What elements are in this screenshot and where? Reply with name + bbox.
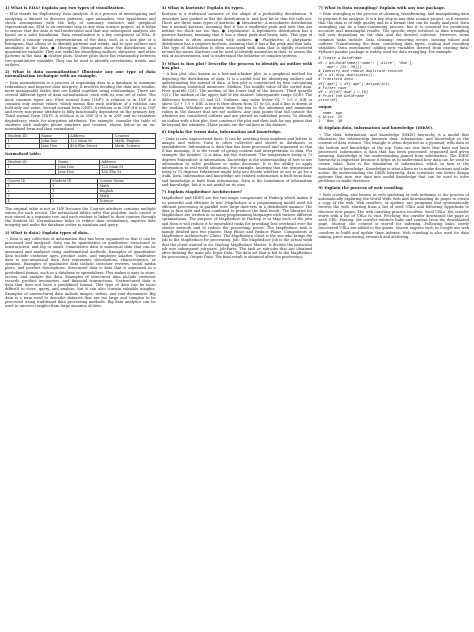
question-4-answer: Kurtosis is a statistical measure of the shape of a probability distribution. It describes how peaked or flat the distribution is, and how fat or thin the tails are. There are three main types of kurtosis: ● Mesokurtic: A mesokurtic distribution has a normal kurtosis, meaning that it has a moderate peak and tails that are neither too thick nor too thin. ● Leptokurtic: A leptokurtic distribution has a positive kurtosis, meaning that it has a sharp peak and heavy tails. This type of distribution is often associated with outliers. ● Platykurtic: A platykurtic distribution has a negative kurtosis, meaning that it has a flat peak and thin tails. This type of distribution is often associated with data that is tightly clustered around the mean. Kurtosis can be used to identify anomalies in data, to assess the risk of an investment, and to understand the behavior of complex systems. <box>161 12 313 59</box>
table-cell: 3 <box>6 193 51 198</box>
question-10-heading: 9) Explain the process of web crawling. <box>318 185 404 191</box>
output-label: output <box>318 104 332 109</box>
table-cell: Math, English <box>113 139 155 144</box>
table-cell: 123 Main St <box>99 164 155 169</box>
column-middle <box>162 3 313 629</box>
table-cell: 456 Elm Street <box>68 144 113 149</box>
column-right <box>318 3 469 629</box>
table-cell: 2 <box>50 193 98 198</box>
question-10-answer: → Web crawling, also known as web spidering or web indexing, is the process of automatically exploring the World Wide Web and downloading its pages to create a copy of the web. Web crawlers, or spiders, are programs that systematically browse the web, starting from a list of seed URLs and following hyperlinks to discover new pages. The web crawling process involves: Seed URLs: the crawler starts with a list of URLs to visit. Fetching: the crawler downloads the page at each URL. Parsing: the crawler extracts links and content from the downloaded page. Storing: the content is stored for indexing. Following links: newly discovered URLs are added to the queue. Search engines such as Google use web crawlers to build and update their indexes. Web crawling is also used for data mining, price monitoring, research and archiving. <box>318 192 470 239</box>
question-9-answer: → The data, information, and knowledge (DIKW) hierarchy is a model that illustrates the relationship between data, information, and knowledge in the context of data science. The triangle is often depicted as a pyramid, with data at the bottom and knowledge at the top. Data are raw facts that have not been processed. Information is data that has been processed, organized and given meaning. Knowledge is the understanding gained from information. The DIKW hierarchy is important because it helps us to understand how data can be used to create value. Data is the foundation of information, which in turn is the foundation of knowledge. Knowledge is what allows us to make decisions and take action. By understanding the DIKW hierarchy, data scientists can better design systems that turn raw data into useful knowledge that can be used to solve problems or make decisions. <box>318 132 470 184</box>
table-row <box>6 144 156 149</box>
table-cell: Math, Science <box>113 144 155 149</box>
unnormalized-table <box>5 133 156 149</box>
table-cell: 2 <box>6 188 51 193</box>
table-header-cell: Name <box>56 159 100 164</box>
code-snippet: # Create a DataFrame df = pd.DataFrame({'name': ['Alice', 'Bob'], 'age': [25, 30]}) # Identify and remove duplicate records df = df.drop_duplicates() # Transform data df['age'] = df['age'].astype(int) # Filter rows df = df[df['age'] > 18] # Print the DataFrame print(df) <box>318 56 414 103</box>
question-3-answer: → Data is any collection of information that has been organized so that it can be processed and analyzed. Data can be quantitative or qualitative, structured or unstructured, and big or small. Quantitative data is numerical data that can be measured and analyzed using mathematical methods. Examples of quantitative data include customer ages, product sales, and employee salaries. Qualitative data is non-numerical data that represents descriptions, characteristics, or opinions. Examples of qualitative data include customer reviews, social media posts, and product descriptions. Structured data is data that is organized in a predefined format, such as a database or spreadsheet. This makes it easy to store, access, and analyze the data. Examples of structured data include customer records, product inventories, and financial transactions. Unstructured data is data that does not have a predefined format. This type of data can be more difficult to store, query, and analyze, but it can also contain valuable insights. Examples of unstructured data include images, videos, and text documents. Big data is a term used to describe datasets that are too large and complex to be processed using traditional data processing methods. Big data analytics can be used to uncover insights from large amounts of data. <box>5 236 156 309</box>
students-table <box>5 159 156 175</box>
table-cell: 1 <box>6 139 40 144</box>
question-6-answer: → Data is raw, unprocessed facts. It can be anything from numbers and letters to images and videos. Data is often collected and stored in databases or spreadsheets. Information is data that has been processed and organized so that it has meaning. It is the result of giving context and interpretation to data. For example, the number 72 is data, but the statement 'The temperature today is 72 degrees Fahrenheit' is information. Knowledge is the understanding of how to use information to solve problems or make decisions. It is the ability to apply information to real-world situations. For example, knowing that the temperature today is 72 degrees Fahrenheit might help you decide whether or not to go for a walk. Data, information and knowledge are related: information is built from data, and knowledge is built from information. Data is the foundation of information and knowledge, but it is not useful on its own. <box>161 136 313 187</box>
code-output: name age 0 Alice 25 1 Bob 30 <box>318 110 343 124</box>
question-8-answer: → Data wrangling is the process of cleaning, transforming, and manipulating data to prepare it for analysis. It is a key step in any data science project, as it ensures that the data is of high quality and in a format that can be easily analyzed. Data wrangling can be a time-consuming process, but it is essential for producing accurate and meaningful results. The specific steps involved in data wrangling will vary depending on the data and the desired outcome. However, some common tasks include: Data cleaning: removing errors, missing values and outliers. Transforming the data: converting data types, scaling and encoding variables. Data enrichment: adding new variables derived from existing data. Python's pandas package is widely used for data wrangling. For example: <box>318 12 470 55</box>
table-header-cell: Student ID <box>50 178 98 183</box>
table-cell: Science <box>98 198 156 203</box>
table-cell: 4 <box>6 198 51 203</box>
table-cell: 1 <box>6 183 51 188</box>
table-row <box>6 198 156 203</box>
column-left <box>5 3 156 629</box>
normalized-table-label: Normalized table: <box>5 152 42 157</box>
table-cell: John Doe <box>39 139 68 144</box>
normalization-explanation: The original table is not in 1NF because the Courses attribute contains multiple values for each record. The normalized tables solve this problem: each course is now stored in a separate row, and each student is linked to their courses through the Student ID. Normalization helps to reduce data redundancy, improve data integrity and make the database easier to maintain and query. <box>5 206 156 228</box>
courses-table <box>5 178 156 204</box>
table-cell: 2 <box>6 144 40 149</box>
table-cell: 1 <box>50 183 98 188</box>
table-header-cell: Address <box>99 159 155 164</box>
question-1-heading: 1) What is EDA? Explain any two types of visualization. <box>5 5 125 10</box>
table-cell: 2 <box>50 198 98 203</box>
question-6-heading: 6) Explain the terms data, information and knowledge. <box>161 129 282 135</box>
table-header-cell: Student ID <box>6 134 40 139</box>
table-header-cell: Name <box>39 134 68 139</box>
table-header-cell: Address <box>68 134 113 139</box>
question-7-answer: MapReduce and HDFS are the two major components of Hadoop which makes it so powerful and efficient to use. MapReduce is a programming model used for efficient processing in parallel over large data-sets in a distributed manner. The data is first split and then combined to produce the final result. The libraries for MapReduce are written in so many programming languages with various different optimizations. The purpose of MapReduce in Hadoop is to Map each of the jobs and then it will reduce it to equivalent tasks for providing less overhead over the cluster network and to reduce the processing power. The MapReduce task is mainly divided into two phases: Map Phase and Reduce Phase. Components of MapReduce Architecture: Client: The MapReduce client is the one who brings the Job to the MapReduce for processing. Job: The MapReduce Job is the actual work that the client wanted to do. Hadoop MapReduce Master: It divides the particular job into subsequent job-parts. Job-Parts: The task or sub-jobs that are obtained after dividing the main job. Input Data: The data set that is fed to the MapReduce for processing. Output Data: The final result is obtained after the processing. <box>161 196 313 260</box>
table-cell: Jane Doe <box>39 144 68 149</box>
table-cell: English <box>98 188 156 193</box>
question-1-answer: → EDA stands for Exploratory Data Analysis. It is a process of investigating and analyzing a dataset to discover patterns, spot anomalies, test hypotheses and check assumptions with the help of summary statistics and graphical representations. EDA is an essential step in any data science project, as it helps to ensure that the data is well-understood and that any subsequent analyses are based on a solid foundation. Data visualization is a key component of EDA. It provides a concise visual representation of the data, such as a box plot or a histogram, that allows us to identify patterns and trends, and to spot outliers and anomalies in the data. ● Histogram: Histograms show the distribution of a quantitative variable. They are useful for identifying outliers, skewness, and other patterns in the data. ● Scatter plots: Scatter plots show the relationship between two quantitative variables. They can be used to identify correlations, trends, and outliers. <box>5 12 156 67</box>
question-7-heading: 7) Explain MapReduce Architecture? <box>161 188 243 194</box>
question-3-heading: 3) What is data? Explain types of data. <box>5 229 89 235</box>
table-cell: 123 Main St <box>68 139 113 144</box>
table-header-cell: Course ID <box>6 178 51 183</box>
question-5-answer: → A box plot, also known as a box-and-whisker plot, is a graphical method for depicting the distribution of data. It is a useful tool for identifying outliers and understanding the spread of data. A box plot is constructed by first calculating the following statistical measures: Median: The middle value of the sorted data. First quartile (Q1): The median of the lower half of the dataset. Third quartile (Q3): The median of the upper half of the dataset. Interquartile range (IQR): The difference between Q3 and Q1. Outliers: Any value below Q1 − 1.5 × IQR or above Q3 + 1.5 × IQR. A line is then drawn from Q1 to Q3, and a line is drawn at the median. Whiskers are drawn from the box to the minimum and maximum values in the dataset that are not outliers. Any data points that fall outside the whiskers are considered outliers and are plotted as individual points. To identify an outlier with a box plot, first construct the plot and then look for any points that lie beyond the whiskers. These points are the outliers in the dataset. <box>161 72 313 127</box>
table-cell: 1 <box>6 164 56 169</box>
table-cell: Math <box>98 183 156 188</box>
table-cell: John Doe <box>56 164 100 169</box>
question-2-heading: 2) What is data normalization? Illustrate any one type of data normalization technique with an example. <box>5 69 156 79</box>
table-header-cell: Course Name <box>98 178 156 183</box>
table-header-cell: Courses <box>113 134 155 139</box>
table-cell: Math <box>98 193 156 198</box>
table-cell: 1 <box>50 188 98 193</box>
question-4-heading: 4) What is kurtosis? Explain its types. <box>161 5 245 10</box>
table-row <box>6 169 156 174</box>
table-header-cell: Student ID <box>6 159 56 164</box>
question-2-answer: → Data normalization is a process of organizing data in a database to minimize redundancy and improve data integrity. It involves dividing the data into smaller, more manageable tables that are linked together using relationships. There are several different types of data normalization, each with its own set of rules. The most common types are: First normal form (1NF): A relation is in 1NF if it contains only atomic values, which means that each attribute of a relation can hold only one value. Second normal form (2NF): A relation is in 2NF if it is in 1NF and every non-prime attribute is fully functionally dependent on the primary key. Third normal form (3NF): A relation is in 3NF if it is in 2NF and no transitive dependency exists for non-prime attributes. For example, consider the table of students with multiple phone numbers and courses, shown below in an un-normalized form and then normalized. <box>5 80 156 132</box>
question-8-heading: 7) What is Data wrangling? Explain with any one package. <box>318 5 446 10</box>
question-9-heading: 8) Explain data, information and knowledge (DIKW). <box>318 125 434 131</box>
question-5-heading: 5) What is Box plot? Describe the process to identify an outlier with box plot. <box>161 60 313 71</box>
table-cell: 456 Elm St <box>99 169 155 174</box>
table-cell: 2 <box>6 169 56 174</box>
table-cell: Jane Doe <box>56 169 100 174</box>
